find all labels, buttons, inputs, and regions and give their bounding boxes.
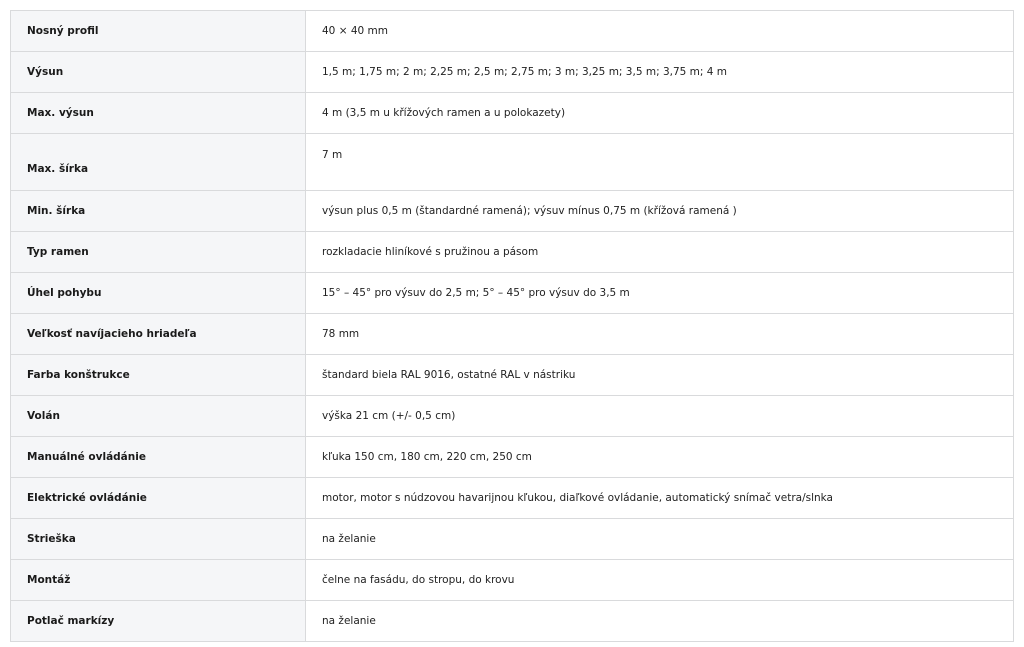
table-row xyxy=(11,191,1014,232)
spec-label: Montáž xyxy=(11,560,306,601)
table-row xyxy=(11,355,1014,396)
spec-label: Potlač markízy xyxy=(11,601,306,642)
spec-value: kľuka 150 cm, 180 cm, 220 cm, 250 cm xyxy=(306,437,1014,478)
spec-label: Nosný profil xyxy=(11,11,306,52)
spec-value: čelne na fasádu, do stropu, do krovu xyxy=(306,560,1014,601)
table-row xyxy=(11,396,1014,437)
spec-value: na želanie xyxy=(306,519,1014,560)
spec-value: štandard biela RAL 9016, ostatné RAL v nástriku xyxy=(306,355,1014,396)
spec-label: Farba konštrukce xyxy=(11,355,306,396)
table-row xyxy=(11,601,1014,642)
spec-value: výška 21 cm (+/- 0,5 cm) xyxy=(306,396,1014,437)
spec-label: Max. výsun xyxy=(11,93,306,134)
spec-value: 4 m (3,5 m u křížových ramen a u polokazety) xyxy=(306,93,1014,134)
table-row xyxy=(11,134,1014,191)
spec-label: Veľkosť navíjacieho hriadeľa xyxy=(11,314,306,355)
table-row xyxy=(11,519,1014,560)
spec-label: Volán xyxy=(11,396,306,437)
spec-value: rozkladacie hliníkové s pružinou a pásom xyxy=(306,232,1014,273)
table-row xyxy=(11,52,1014,93)
spec-value: výsun plus 0,5 m (štandardné ramená); výsuv mínus 0,75 m (křížová ramená ) xyxy=(306,191,1014,232)
spec-value: 7 m xyxy=(306,134,1014,191)
table-row xyxy=(11,273,1014,314)
spec-value: 40 × 40 mm xyxy=(306,11,1014,52)
spec-value: na želanie xyxy=(306,601,1014,642)
spec-label: Elektrické ovládánie xyxy=(11,478,306,519)
table-row xyxy=(11,232,1014,273)
table-row xyxy=(11,560,1014,601)
table-row xyxy=(11,437,1014,478)
table-row xyxy=(11,478,1014,519)
spec-value: 1,5 m; 1,75 m; 2 m; 2,25 m; 2,5 m; 2,75 m; 3 m; 3,25 m; 3,5 m; 3,75 m; 4 m xyxy=(306,52,1014,93)
spec-label: Max. šírka xyxy=(11,134,306,191)
spec-label: Výsun xyxy=(11,52,306,93)
spec-value: 15° – 45° pro výsuv do 2,5 m; 5° – 45° pro výsuv do 3,5 m xyxy=(306,273,1014,314)
spec-label: Min. šírka xyxy=(11,191,306,232)
spec-value: motor, motor s núdzovou havarijnou kľukou, diaľkové ovládanie, automatický snímač vetra/slnka xyxy=(306,478,1014,519)
spec-label: Úhel pohybu xyxy=(11,273,306,314)
spec-label: Typ ramen xyxy=(11,232,306,273)
table-row xyxy=(11,93,1014,134)
table-row xyxy=(11,11,1014,52)
spec-value: 78 mm xyxy=(306,314,1014,355)
spec-table xyxy=(10,10,1014,642)
table-row xyxy=(11,314,1014,355)
spec-label: Manuálné ovládánie xyxy=(11,437,306,478)
spec-label: Strieška xyxy=(11,519,306,560)
